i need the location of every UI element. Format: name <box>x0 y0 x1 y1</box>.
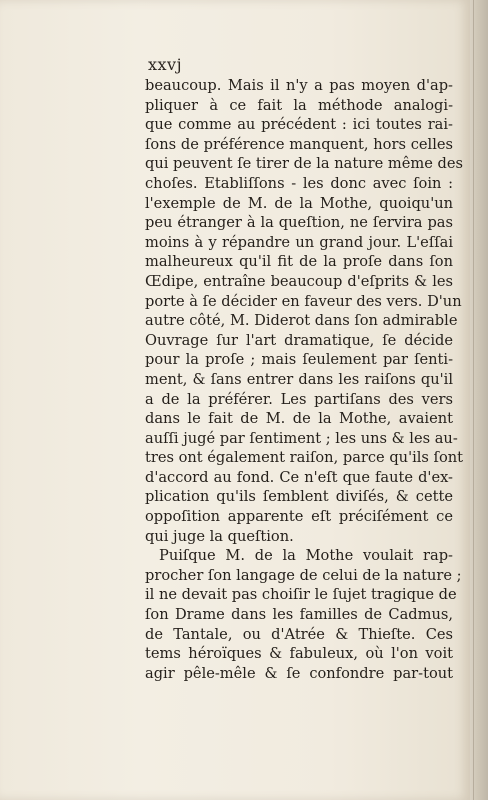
text-line: Ouvrage ſur l'art dramatique, ſe décide <box>145 331 453 349</box>
text-line: tems héroïques & fabuleux, où l'on voit <box>145 645 453 663</box>
text-line: ment, & ſans entrer dans les raiſons qu'il <box>145 370 453 388</box>
text-line: agir pêle-mêle & ſe confondre par-tout <box>145 664 453 682</box>
text-line: que comme au précédent : ici toutes rai- <box>145 116 453 134</box>
text-line: qui peuvent ſe tirer de la nature même des <box>145 155 463 173</box>
text-line: ſon Drame dans les familles de Cadmus, <box>145 606 453 624</box>
text-line: oppoſition apparente eſt préciſément ce <box>145 508 453 526</box>
text-line: choſes. Etabliſſons - les donc avec ſoin : <box>145 174 453 192</box>
text-line: a de la préférer. Les partiſans des vers <box>145 390 453 408</box>
text-line: malheureux qu'il fit de la proſe dans ſon <box>145 253 453 271</box>
text-line: beaucoup. Mais il n'y a pas moyen d'ap- <box>145 77 453 94</box>
text-line: de Tantale, ou d'Atrée & Thieſte. Ces <box>145 625 453 643</box>
text-line: tres ont également raiſon, parce qu'ils ſont <box>145 449 463 467</box>
page-number: xxvj <box>148 55 183 74</box>
paragraph-first-line: Puiſque M. de la Mothe voulait rap- <box>159 547 453 565</box>
body-text <box>145 76 463 683</box>
text-line: d'accord au fond. Ce n'eſt que faute d'ex- <box>145 468 453 486</box>
text-line: Œdipe, entraîne beaucoup d'eſprits & les <box>145 272 453 290</box>
text-line: procher ſon langage de celui de la nature ; <box>145 566 462 584</box>
paragraph-last-line: qui juge la queſtion. <box>145 527 294 545</box>
text-line: ſons de préférence manquent, hors celles <box>145 135 453 153</box>
text-line: porte à ſe décider en faveur des vers. D'un <box>145 292 462 310</box>
text-line: l'exemple de M. de la Mothe, quoiqu'un <box>145 194 453 212</box>
text-line: auſſi jugé par ſentiment ; les uns & les au- <box>145 429 458 447</box>
text-line: peu étranger à la queſtion, ne ſervira pas <box>145 214 453 232</box>
text-line: dans le fait de M. de la Mothe, avaient <box>145 410 453 428</box>
text-line: pliquer à ce fait la méthode analogi- <box>145 96 453 114</box>
text-line: plication qu'ils ſemblent diviſés, & cette <box>145 488 453 506</box>
text-line: autre côté, M. Diderot dans ſon admirable <box>145 312 458 330</box>
text-line: pour la proſe ; mais ſeulement par ſenti- <box>145 351 453 369</box>
text-line: moins à y répandre un grand jour. L'eſſai <box>145 233 453 251</box>
page-edge <box>470 0 488 800</box>
text-line: il ne devait pas choiſir le ſujet tragique de <box>145 586 457 604</box>
